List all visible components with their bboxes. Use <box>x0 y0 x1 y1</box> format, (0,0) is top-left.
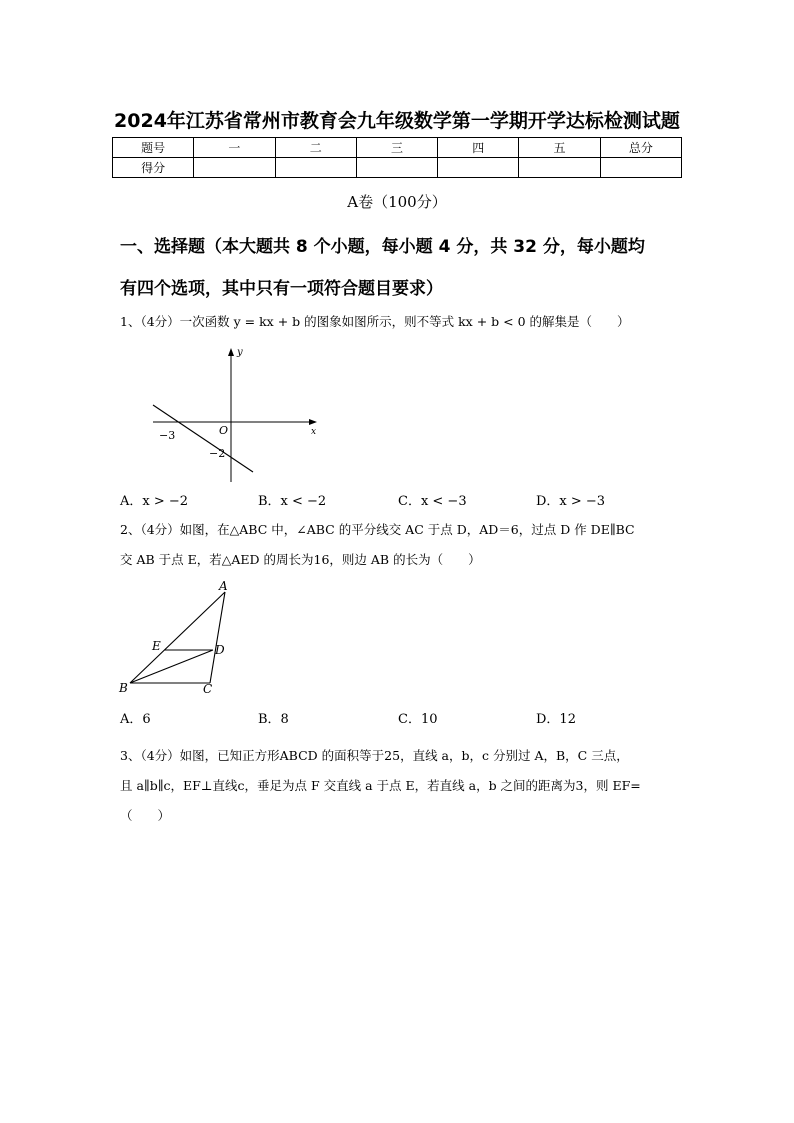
question-2-option-b: B．8 <box>258 712 289 727</box>
segment-bd <box>130 650 213 683</box>
table-cell: 三 <box>356 138 437 158</box>
question-1-option-a: A．x > −2 <box>120 494 189 509</box>
vertex-b-label: B <box>119 681 128 695</box>
origin-label: O <box>219 424 229 437</box>
x-intercept-label: −3 <box>159 429 176 442</box>
question-3-line-2: 且 a∥b∥c，EF⊥直线c，垂足为点 F 交直线 a 于点 E，若直线 a，b 之间的距离为3，则 EF= <box>120 778 641 793</box>
page-title: 2024年江苏省常州市教育会九年级数学第一学期开学达标检测试题 <box>114 110 680 132</box>
table-cell <box>194 158 275 178</box>
question-1-option-c: C．x < −3 <box>398 494 467 509</box>
question-2-option-c: C．10 <box>398 712 438 727</box>
segment-ac <box>210 592 225 683</box>
table-cell: 题号 <box>113 138 194 158</box>
question-1-option-b: B．x < −2 <box>258 494 327 509</box>
y-intercept-label: −2 <box>209 447 226 460</box>
table-cell <box>356 158 437 178</box>
question-2-line-2: 交 AB 于点 E，若△AED 的周长为16，则边 AB 的长为（ ） <box>120 552 481 567</box>
question-1-text: 1、（4分）一次函数 y = kx + b 的图象如图所示，则不等式 kx + b < 0 的解集是（ ） <box>120 314 630 329</box>
question-2-option-a: A．6 <box>120 712 151 727</box>
question-1-graph <box>145 340 335 485</box>
vertex-a-label: A <box>219 579 228 593</box>
question-3-line-1: 3、（4分）如图，已知正方形ABCD 的面积等于25，直线 a，b，c 分别过 A，B，C 三点， <box>120 748 629 763</box>
vertex-c-label: C <box>203 682 213 696</box>
question-2-line-1: 2、（4分）如图，在△ABC 中，∠ABC 的平分线交 AC 于点 D，AD＝6，过点 D 作 DE∥BC <box>120 522 635 537</box>
question-3-line-3: （ ） <box>120 808 171 823</box>
point-d-label: D <box>215 643 225 657</box>
point-e-label: E <box>152 639 161 653</box>
score-table-header-row <box>113 138 682 158</box>
question-2-triangle-figure <box>115 578 240 700</box>
section-heading-line-2: 有四个选项，其中只有一项符合题目要求） <box>120 279 443 299</box>
y-axis-label: y <box>237 347 243 358</box>
table-cell: 四 <box>438 138 519 158</box>
table-cell <box>600 158 681 178</box>
table-cell: 一 <box>194 138 275 158</box>
score-table <box>112 137 682 178</box>
segment-ba <box>130 592 225 683</box>
y-axis-arrow <box>228 348 234 356</box>
section-heading-line-1: 一、选择题（本大题共 8 个小题，每小题 4 分，共 32 分，每小题均 <box>120 237 645 257</box>
table-cell: 得分 <box>113 158 194 178</box>
question-1-option-d: D．x > −3 <box>536 494 606 509</box>
table-cell: 五 <box>519 138 600 158</box>
x-axis-arrow <box>309 419 317 425</box>
score-table-score-row <box>113 158 682 178</box>
table-cell <box>275 158 356 178</box>
x-axis-label: x <box>311 427 317 437</box>
table-cell <box>438 158 519 178</box>
table-cell <box>519 158 600 178</box>
table-cell: 总分 <box>600 138 681 158</box>
question-2-option-d: D．12 <box>536 712 576 727</box>
table-cell: 二 <box>275 138 356 158</box>
paper-a-heading: A卷（100分） <box>347 193 447 211</box>
